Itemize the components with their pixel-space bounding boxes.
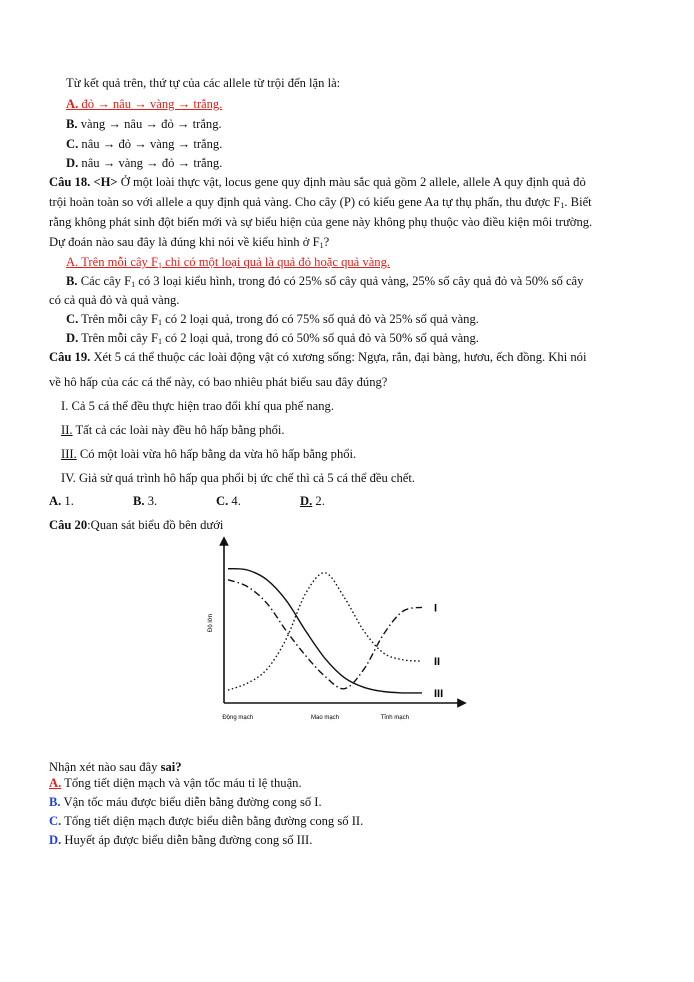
y-axis-label: Độ lớn <box>208 614 214 632</box>
q17-option-d: D. nâu → vàng → đỏ → trắng. <box>66 156 223 170</box>
q19-statement-2: II. Tất cả các loài này đều hô hấp bằng phổi. <box>61 423 285 437</box>
q19-stem-line2: về hô hấp của các cá thể này, có bao nhiêu phát biểu sau đây đúng? <box>49 375 388 389</box>
q19-stem-line1: Câu 19. Xét 5 cá thể thuộc các loài động vật có xương sống: Ngựa, rắn, đại bàng, hươu, ếch đồng. Khi nói <box>49 350 587 364</box>
q18-option-a: A. Trên mỗi cây $F_1$ chỉ có một loại quả là quả đỏ hoặc quả vàng. <box>66 255 391 270</box>
blood-vessel-chart <box>200 535 470 730</box>
category-tick-label: Mao mạch <box>310 715 340 721</box>
q19-option-a: A. 1. <box>49 494 74 508</box>
q18-stem-line4: Dự đoán nào sau đây là đúng khi nói về kiểu hình ở $F_1$? <box>49 235 330 250</box>
curve-iii <box>228 569 422 693</box>
q20-question: Nhận xét nào sau đây sai? <box>49 760 182 774</box>
q20-stem: Câu 20:Quan sát biểu đồ bên dưới <box>49 518 224 532</box>
category-tick-labels <box>222 715 409 721</box>
q18-option-d: D. Trên mỗi cây $F_1$ có 2 loại quả, trong đó có 50% số quả đỏ và 50% số quả vàng. <box>66 331 479 346</box>
curve-label-iii: III <box>434 687 444 700</box>
q17-option-b: B. vàng → nâu → đỏ → trắng. <box>66 117 222 131</box>
q18-option-b-cont: có cả quả đỏ và quả vàng. <box>49 293 180 307</box>
q20-option-a: A. Tổng tiết diện mạch và vận tốc máu tỉ lệ thuận. <box>49 776 302 790</box>
curve-ii <box>228 573 422 690</box>
curve-labels <box>434 602 443 700</box>
q20-option-b: B. Vận tốc máu được biểu diễn bằng đường cong số I. <box>49 795 322 809</box>
q18-option-c: C. Trên mỗi cây $F_1$ có 2 loại quả, trong đó có 75% số quả đỏ và 25% số quả vàng. <box>66 312 479 327</box>
q20-option-c: C. Tổng tiết diện mạch được biểu diễn bằng đường cong số II. <box>49 814 364 828</box>
intro-line: Từ kết quả trên, thứ tự của các allele từ trội đến lặn là: <box>66 76 341 90</box>
curve-i <box>228 580 422 689</box>
q18-stem-line2: trội hoàn toàn so với allele a quy định quả vàng. Cho cây (P) có kiểu gene Aa tự thụ phấn, thu được $F_1$. Biết <box>49 195 592 210</box>
q19-option-d: D. 2. <box>300 494 325 508</box>
series-layer <box>228 569 422 693</box>
q18-stem-line1: Câu 18. <H> Ở một loài thực vật, locus gene quy định màu sắc quả gồm 2 allele, allele A quy định quả đỏ <box>49 175 586 189</box>
q17-option-a: A. đỏ → nâu → vàng → trắng. <box>66 97 223 111</box>
q18-option-b: B. Các cây $F_1$ có 3 loại kiểu hình, trong đó có 25% số cây quả vàng, 25% số cây quả đỏ và 50% số cây <box>66 274 584 289</box>
q19-statement-1: I. Cả 5 cá thể đều thực hiện trao đổi khí qua phế nang. <box>61 399 334 413</box>
q17-option-c: C. nâu → đỏ → vàng → trắng. <box>66 137 223 151</box>
curve-label-ii: II <box>434 656 441 669</box>
q18-stem-line3: rằng không phát sinh đột biến mới và sự biểu hiện của gene này không phụ thuộc vào điều kiện môi trường. <box>49 215 593 229</box>
curve-label-i: I <box>434 602 438 615</box>
q20-option-d: D. Huyết áp được biểu diễn bằng đường cong số III. <box>49 833 313 847</box>
category-tick-label: Tĩnh mạch <box>380 715 409 721</box>
q19-statement-3: III. Có một loài vừa hô hấp bằng da vừa hô hấp bằng phổi. <box>61 447 357 461</box>
q19-option-b: B. 3. <box>133 494 158 508</box>
q19-option-c: C. 4. <box>216 494 241 508</box>
q19-statement-4: IV. Giả sử quá trình hô hấp qua phổi bị ức chế thì cả 5 cá thể đều chết. <box>61 471 416 485</box>
category-tick-label: Động mạch <box>222 715 254 721</box>
